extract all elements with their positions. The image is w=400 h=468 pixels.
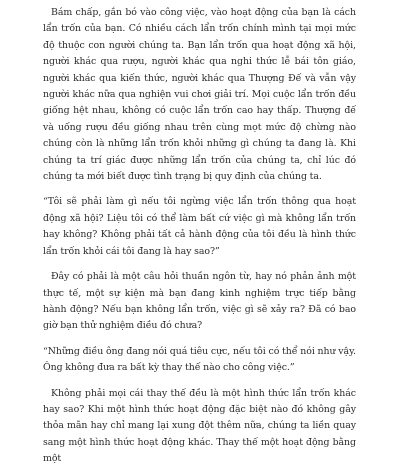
- paragraph-4-quote: “Những điều ông đang nói quá tiêu cực, nếu tôi có thể nói như vậy. Ông không đưa ra bất kỳ thay thế nào cho công việc.”: [43, 345, 356, 374]
- paragraph-1: Bám chấp, gắn bó vào công việc, vào hoạt động của bạn là cách lẩn trốn của bạn. Có nhiều cách lẩn trốn chính mình tại mọi mức độ thuộc con người chúng ta. Bạn lẩn trốn qua hoạt động xã hội, người khác qua rượu, người khác qua nghi thức lễ bái tôn giáo, người khác qua kiến thức, người khác qua Thượng Đế và vẫn vậy người khác nữa qua nghiện vui chơi giải trí. Mọi cuộc lẩn trốn đều giống hệt nhau, không có cuộc lẩn trốn cao hay thấp. Thượng đế và uống rượu đều giống nhau trên cùng mọt mức độ chừng nào chúng còn là những lẩn trốn khỏi những gì chúng ta đang là. Khi chúng ta trí giác được những lẩn trốn của chúng ta, chỉ lúc đó chúng ta mới biết được tình trạng bị quy định của chúng ta.: [43, 7, 356, 183]
- paragraph-5: Không phải mọi cái thay thế đều là một hình thức lẩn trốn khác hay sao? Khi một hình thức hoạt động đặc biệt nào đó không gây thỏa mãn hay chỉ mang lại xung đột thêm nữa, chúng ta liền quay sang một hình thức hoạt động khác. Thay thế một hoạt động bằng một: [43, 387, 356, 465]
- paragraph-2-quote: “Tôi sẽ phải làm gì nếu tôi ngừng việc lẩn trốn thông qua hoạt động xã hội? Liệu tôi có thể làm bất cứ việc gì mà không lẩn trốn hay không? Không phải tất cả hành động của tôi đều là hình thức lẩn trốn khỏi cái tôi đang là hay sao?”: [43, 196, 356, 257]
- paragraph-3: Đây có phải là một câu hỏi thuần ngôn từ, hay nó phản ảnh một thực tế, một sự kiện mà bạn đang kinh nghiệm trực tiếp bằng hành động? Nếu bạn không lẩn trốn, việc gì sẽ xảy ra? Đã có bao giờ bạn thử nghiệm điều đó chưa?: [43, 271, 356, 332]
